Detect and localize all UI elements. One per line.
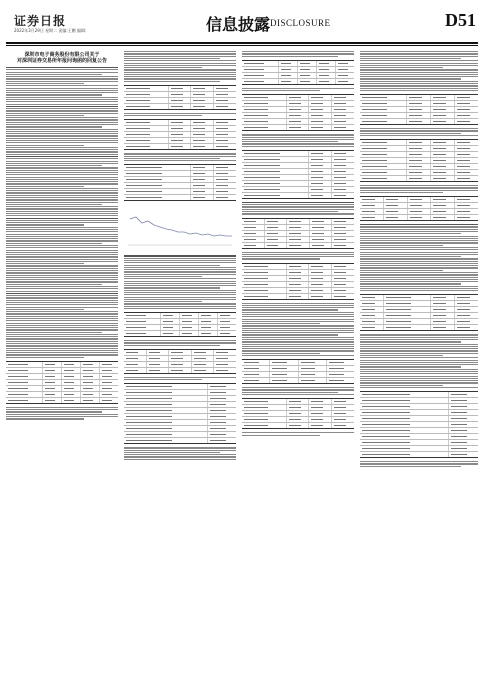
data-table	[242, 60, 354, 85]
body-text	[242, 432, 354, 435]
data-table	[360, 294, 478, 331]
body-text	[242, 51, 354, 57]
header-rule-thin	[6, 45, 478, 46]
body-text	[124, 340, 236, 346]
data-table	[124, 119, 236, 150]
data-table	[242, 94, 354, 131]
body-text	[6, 67, 118, 358]
data-table	[242, 398, 354, 429]
body-text	[360, 185, 478, 193]
data-table	[242, 263, 354, 300]
article-title	[6, 52, 118, 64]
column-3	[242, 50, 354, 690]
data-table	[360, 196, 478, 221]
body-text	[124, 113, 236, 116]
data-table	[6, 361, 118, 404]
data-table	[360, 391, 478, 458]
body-text	[360, 128, 478, 136]
body-text	[124, 51, 236, 82]
body-text	[360, 224, 478, 291]
body-text	[242, 303, 354, 357]
body-text	[242, 202, 354, 215]
trend-chart-svg	[124, 205, 236, 251]
newspaper-page	[6, 6, 478, 694]
trend-chart	[124, 205, 236, 251]
data-table	[360, 139, 478, 182]
body-text	[360, 51, 478, 91]
data-table	[242, 150, 354, 199]
data-table	[124, 85, 236, 110]
section-title-cn: 信息披露	[206, 15, 271, 34]
section-title-en: DISCLOSURE	[270, 18, 331, 28]
article-title-line-1: 深圳市电子商务股份有限公司关于	[24, 52, 100, 58]
data-table	[124, 349, 236, 374]
header-rule	[6, 42, 478, 44]
data-table	[242, 218, 354, 249]
data-table	[124, 164, 236, 201]
body-text	[124, 377, 236, 380]
body-text	[124, 153, 236, 161]
newspaper-logo: 证券日报	[14, 14, 67, 28]
column-2	[124, 50, 236, 690]
data-table	[124, 312, 236, 337]
body-text	[124, 447, 236, 460]
chart-line	[130, 217, 232, 236]
body-text	[360, 461, 478, 467]
data-table	[242, 359, 354, 384]
data-table	[124, 383, 236, 444]
issue-meta: 2022年3月29日 星期二 责编:王鹏 编辑:	[14, 28, 87, 33]
body-text	[242, 88, 354, 91]
body-text	[242, 134, 354, 147]
masthead	[6, 6, 478, 46]
body-text	[124, 255, 236, 309]
article-title-line-2: 对深圳证券交易所年报问询函的回复公告	[16, 58, 107, 64]
column-4	[360, 50, 478, 690]
column-1	[6, 50, 118, 690]
body-text	[6, 407, 118, 420]
body-text	[360, 334, 478, 388]
body-text	[242, 252, 354, 260]
page-number: D51	[445, 10, 476, 30]
body-text	[242, 387, 354, 395]
data-table	[360, 94, 478, 125]
